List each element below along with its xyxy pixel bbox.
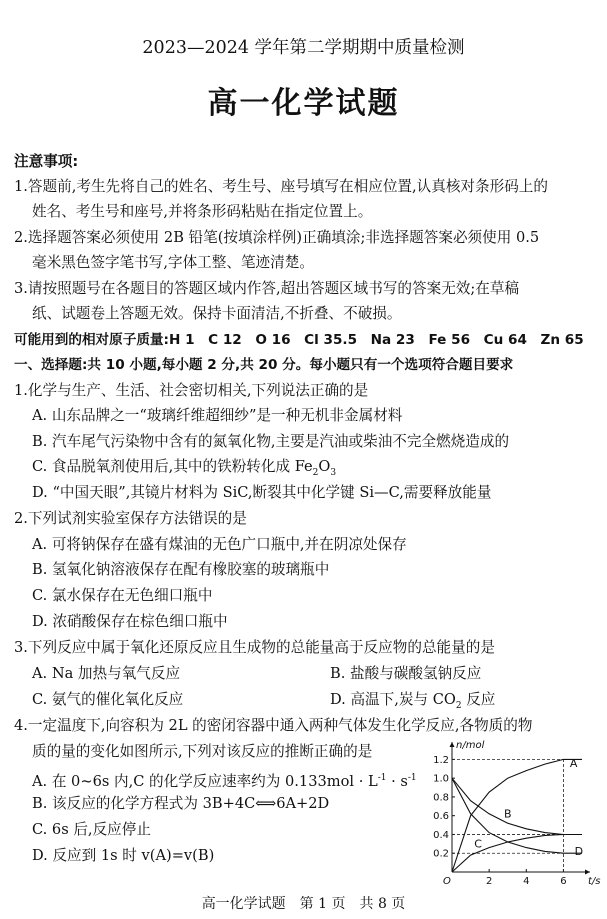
y-tick-label: 0.2	[433, 848, 449, 860]
option-a: A. 山东品牌之一“玻璃纤维超细纱”是一种无机非金属材料	[32, 407, 403, 424]
page-footer: 高一化学试题 第 1 页 共 8 页	[201, 896, 406, 912]
x-tick-label: 2	[485, 876, 493, 887]
amount-time-chart	[428, 738, 601, 887]
option-d: D. 反应到 1s 时 v(A)=v(B)	[32, 847, 215, 864]
y-tick-label: 0.6	[433, 811, 449, 823]
question-stem: 质的量的变化如图所示,下列对该反应的推断正确的是	[32, 743, 373, 760]
y-tick-label: 1.2	[433, 754, 449, 766]
notes-item: 毫米黑色签字笔书写,字体工整、笔迹清楚。	[32, 254, 314, 271]
atomic-masses: 可能用到的相对原子质量:H 1 C 12 O 16 Cl 35.5 Na 23 Fe 56 Cu 64 Zn 65	[14, 332, 584, 348]
option-a: A. 可将钠保存在盛有煤油的无色广口瓶中,并在阴凉处保存	[32, 536, 407, 553]
x-tick-label: 4	[523, 876, 530, 887]
series-label-A: A	[569, 756, 578, 770]
notes-item: 3.请按照题号在各题目的答题区域内作答,超出答题区域书写的答案无效;在草稿	[14, 280, 520, 297]
question-stem: 1.化学与生产、生活、社会密切相关,下列说法正确的是	[14, 382, 369, 399]
option-a: A. 在 0~6s 内,C 的化学反应速率约为 $0.133mol \cdot L^{-1} \cdot s^{-1}$	[32, 772, 417, 790]
y-tick-label: 0.4	[433, 829, 449, 841]
x-tick-label: 6	[560, 876, 567, 887]
notes-heading: 注意事项:	[14, 153, 79, 170]
exam-title: 2023—2024 学年第二学期期中质量检测	[142, 38, 465, 58]
chart-series	[452, 756, 582, 872]
notes-item: 1.答题前,考生先将自己的姓名、考生号、座号填写在相应位置,认真核对条形码上的	[14, 178, 548, 195]
notes-item: 姓名、考生号和座号,并将条形码粘贴在指定位置上。	[32, 203, 373, 220]
series-label-C: C	[474, 837, 482, 851]
chart-labels	[433, 740, 600, 887]
section-heading: 一、选择题:共 10 小题,每小题 2 分,共 20 分。每小题只有一个选项符合题目要求	[14, 357, 514, 373]
option-b: B. 盐酸与碳酸氢钠反应	[330, 665, 482, 682]
series-line-B	[452, 778, 582, 834]
paper-title: 高一化学试题	[207, 86, 400, 121]
x-axis-arrow	[585, 870, 590, 875]
x-axis-label: t/s	[588, 876, 601, 887]
series-label-B: B	[504, 807, 512, 821]
series-label-D: D	[574, 845, 584, 859]
question-stem: 4.一定温度下,向容积为 2L 的密闭容器中通入两种气体发生化学反应,各物质的物	[14, 717, 533, 734]
option-d: D. 高温下,炭与 $CO_2$ 反应	[330, 691, 496, 711]
option-c: C. 食品脱氧剂使用后,其中的铁粉转化成 $Fe_2O_3$	[32, 458, 337, 478]
series-line-D	[452, 778, 582, 853]
notes-item: 2.选择题答案必须使用 2B 铅笔(按填涂样例)正确填涂;非选择题答案必须使用 0.5	[14, 229, 540, 246]
option-b: B. 汽车尾气污染物中含有的氮氧化物,主要是汽油或柴油不完全燃烧造成的	[32, 433, 510, 450]
notes-item: 纸、试题卷上答题无效。保持卡面清洁,不折叠、不破损。	[32, 305, 402, 322]
option-d: D. 浓硝酸保存在棕色细口瓶中	[32, 613, 228, 630]
option-c: C. 氨气的催化氧化反应	[32, 691, 184, 708]
option-c: C. 6s 后,反应停止	[32, 821, 151, 838]
y-axis-arrow	[450, 742, 455, 747]
question-stem: 2.下列试剂实验室保存方法错误的是	[14, 510, 247, 527]
y-tick-label: 0.8	[433, 792, 449, 804]
y-axis-label: n/mol	[456, 740, 485, 751]
question-stem: 3.下列反应中属于氧化还原反应且生成物的总能量高于反应物的总能量的是	[14, 639, 495, 656]
option-b: B. 该反应的化学方程式为 3B+4C⟺6A+2D	[32, 795, 330, 812]
option-d: D. “中国天眼”,其镜片材料为 SiC,断裂其中化学键 Si—C,需要释放能量	[32, 484, 492, 501]
option-c: C. 氯水保存在无色细口瓶中	[32, 587, 213, 604]
option-a: A. Na 加热与氧气反应	[32, 665, 181, 682]
y-tick-label: 1.0	[433, 773, 449, 785]
origin-label: O	[443, 876, 451, 887]
option-b: B. 氢氧化钠溶液保存在配有橡胶塞的玻璃瓶中	[32, 561, 330, 578]
